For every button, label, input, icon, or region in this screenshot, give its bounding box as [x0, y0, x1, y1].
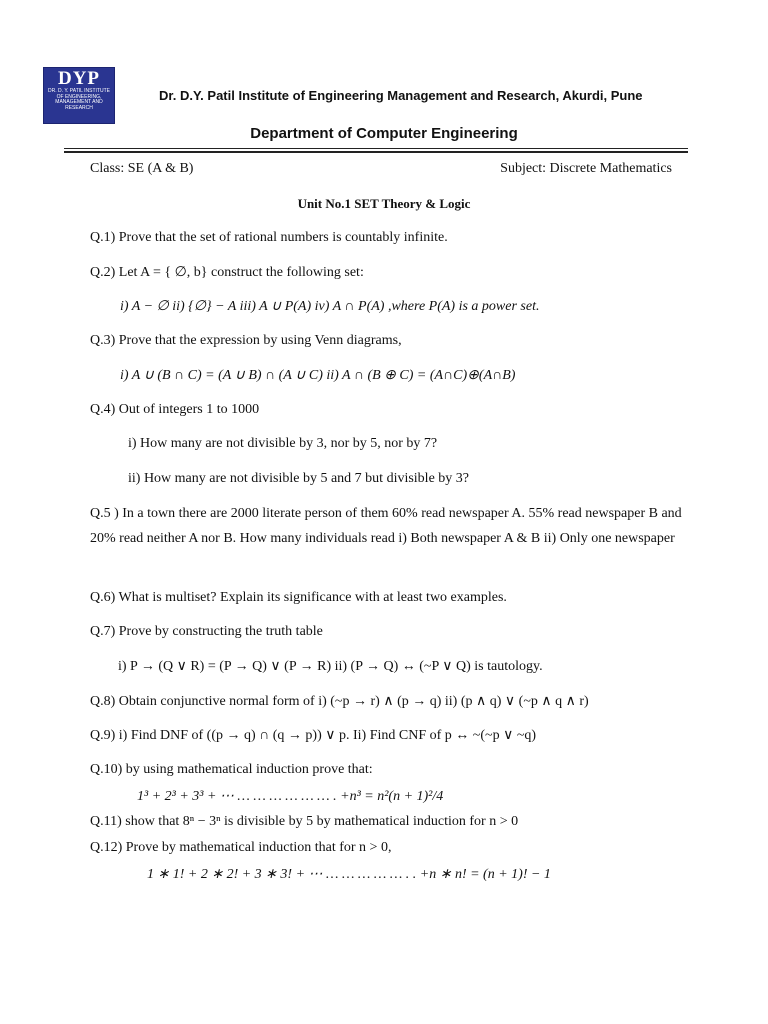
institute-name: Dr. D.Y. Patil Institute of Engineering Management and Research, Akurdi, Pune — [159, 88, 643, 103]
question-4-part-ii: ii) How many are not divisible by 5 and 7 but divisible by 3? — [128, 471, 470, 486]
question-4-part-i: i) How many are not divisible by 3, nor by 5, nor by 7? — [128, 436, 438, 451]
header-rule-top — [64, 148, 688, 149]
header-rule-bottom — [64, 151, 688, 153]
logo-subtitle: DR. D. Y. PATIL INSTITUTE OF ENGINEERING, MANAGEMENT AND RESEARCH — [48, 88, 110, 111]
institute-logo — [43, 67, 115, 124]
question-3: Q.3) Prove that the expression by using Venn diagrams, — [90, 333, 402, 348]
question-7-items: i) P → (Q ∨ R) = (P → Q) ∨ (P → R) ii) (P → Q) ↔ (~P ∨ Q) is tautology. — [118, 659, 543, 674]
question-9: Q.9) i) Find DNF of ((p → q) ∩ (q → p)) ∨ p. Ii) Find CNF of p ↔ ~(~p ∨ ~q) — [90, 728, 537, 743]
question-11: Q.11) show that 8ⁿ − 3ⁿ is divisible by 5 by mathematical induction for n > 0 — [90, 814, 519, 829]
question-12-expression: 1 ∗ 1! + 2 ∗ 2! + 3 ∗ 3! + ⋯ … … … … … . . +n ∗ n! = (n + 1)! − 1 — [147, 867, 551, 882]
question-12: Q.12) Prove by mathematical induction that for n > 0, — [90, 840, 392, 855]
question-10-expression: 1³ + 2³ + 3³ + ⋯ … … … … … … . +n³ = n²(n + 1)²/4 — [137, 789, 444, 804]
question-3-items: i) A ∪ (B ∩ C) = (A ∪ B) ∩ (A ∪ C) ii) A ∩ (B ⊕ C) = (A∩C)⊕(A∩B) — [120, 368, 516, 383]
unit-title: Unit No.1 SET Theory & Logic — [297, 196, 471, 211]
logo-title: DYP — [57, 68, 101, 89]
question-2: Q.2) Let A = { ∅, b} construct the following set: — [90, 265, 364, 280]
question-8: Q.8) Obtain conjunctive normal form of i) (~p → r) ∧ (p → q) ii) (p ∧ q) ∨ (~p ∧ q ∧ r) — [90, 694, 589, 709]
subject-label: Subject: Discrete Mathematics — [500, 161, 672, 176]
class-label: Class: SE (A & B) — [90, 161, 194, 176]
question-7: Q.7) Prove by constructing the truth table — [90, 624, 323, 639]
question-10: Q.10) by using mathematical induction prove that: — [90, 762, 373, 777]
question-1: Q.1) Prove that the set of rational numbers is countably infinite. — [90, 230, 448, 245]
department-title: Department of Computer Engineering — [250, 125, 518, 142]
question-2-items: i) A − ∅ ii) {∅} − A iii) A ∪ P(A) iv) A ∩ P(A) ,where P(A) is a power set. — [120, 299, 540, 314]
question-6: Q.6) What is multiset? Explain its significance with at least two examples. — [90, 590, 507, 605]
question-4: Q.4) Out of integers 1 to 1000 — [90, 402, 260, 417]
question-5: Q.5 ) In a town there are 2000 literate person of them 60% read newspaper A. 55% read newspaper B and 20% read neither A nor B. How many individuals read i) Both newspaper A & B ii) Only one newspaper — [90, 506, 682, 546]
